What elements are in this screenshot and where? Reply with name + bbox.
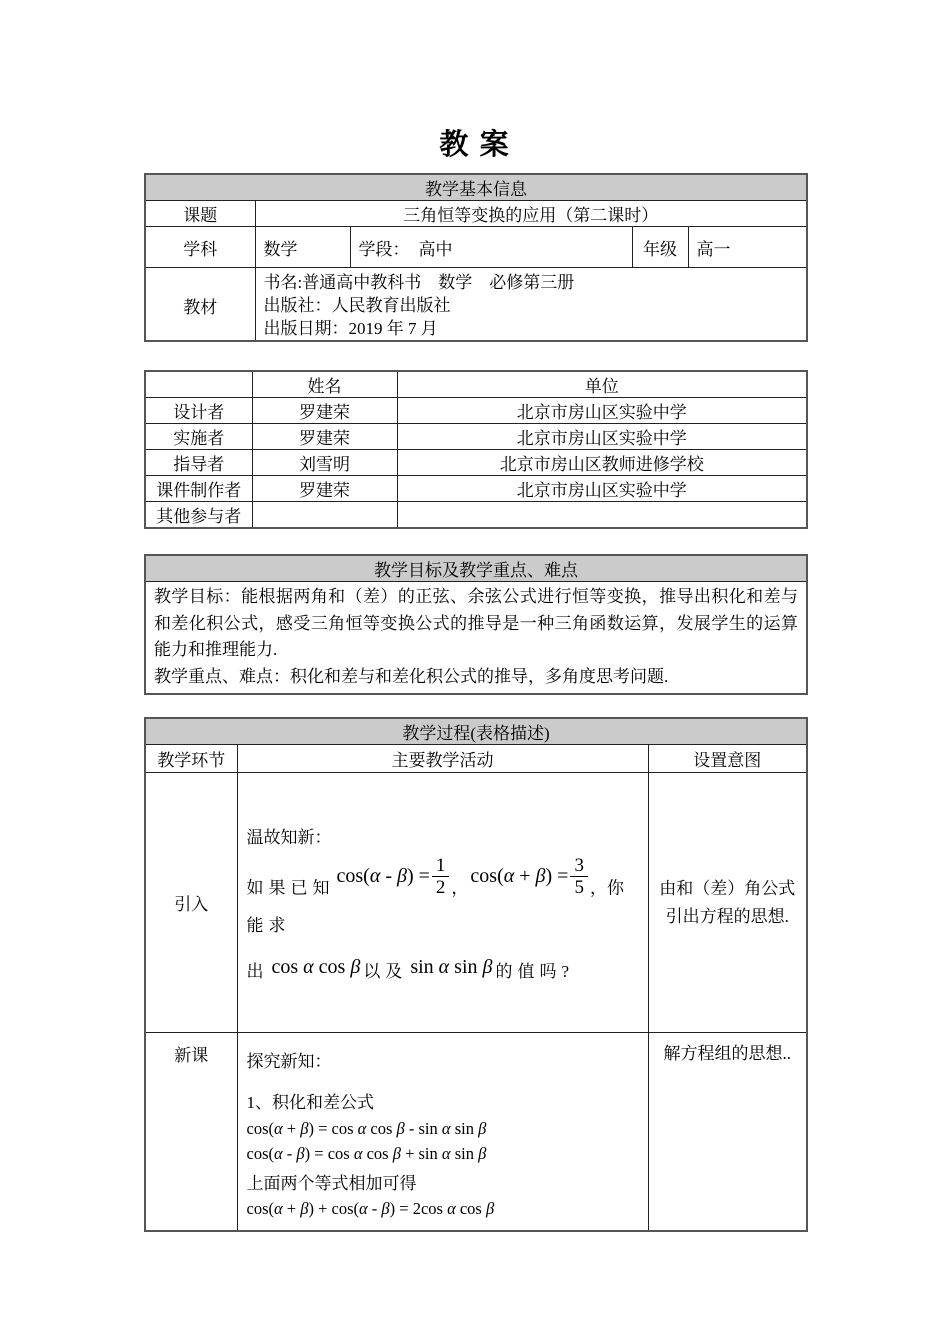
table-row xyxy=(145,476,807,502)
team-org: 北京市房山区实验中学 xyxy=(397,424,807,450)
equation-cos-diff: cos(α - β) = cos α cos β + sin α sin β xyxy=(246,1144,487,1163)
process-row-new xyxy=(145,1033,807,1231)
document-body xyxy=(144,0,806,1232)
formula-cos-sum xyxy=(470,855,588,898)
fraction-three-fifths xyxy=(570,855,588,898)
team-role: 实施者 xyxy=(145,424,252,450)
fraction-numerator: 3 xyxy=(570,855,588,877)
basic-info-header: 教学基本信息 xyxy=(145,174,807,201)
topic-row xyxy=(145,201,807,227)
process-col-intent: 设置意图 xyxy=(648,745,807,773)
team-name xyxy=(252,502,397,529)
team-name: 罗建荣 xyxy=(252,476,397,502)
objectives-table xyxy=(144,554,808,695)
team-org xyxy=(397,502,807,529)
table-row xyxy=(145,424,807,450)
fraction-one-half xyxy=(432,855,450,898)
team-org: 北京市房山区实验中学 xyxy=(397,476,807,502)
material-row xyxy=(145,268,807,342)
new-stage-label: 新课 xyxy=(145,1033,237,1231)
team-table xyxy=(144,370,808,529)
fraction-denominator: 5 xyxy=(574,877,584,898)
team-name: 罗建荣 xyxy=(252,424,397,450)
team-corner-cell xyxy=(145,371,252,398)
new-line1: 探究新知： xyxy=(246,1052,332,1071)
new-line3: 上面两个等式相加可得 xyxy=(246,1174,417,1193)
intro-line3 xyxy=(247,956,648,982)
fraction-numerator: 1 xyxy=(432,855,450,877)
team-name: 罗建荣 xyxy=(252,398,397,424)
team-role: 设计者 xyxy=(145,398,252,424)
objectives-body xyxy=(145,582,807,695)
intro-intent: 由和（差）角公式引出方程的思想. xyxy=(648,773,807,1033)
objectives-header: 教学目标及教学重点、难点 xyxy=(145,555,807,582)
material-value xyxy=(255,268,807,342)
material-label: 教材 xyxy=(145,268,255,342)
team-org: 北京市房山区教师进修学校 xyxy=(397,450,807,476)
grade-label: 年级 xyxy=(632,227,688,268)
math-cos-product: cos α cos β xyxy=(271,956,361,978)
subject-label: 学科 xyxy=(145,227,255,268)
team-role: 其他参与者 xyxy=(145,502,252,529)
intro-activity-content xyxy=(238,773,648,1032)
subject-value: 数学 xyxy=(255,227,350,268)
new-intent: 解方程组的思想.. xyxy=(648,1033,807,1231)
intro-line1: 温故知新： xyxy=(246,828,332,847)
table-row xyxy=(145,398,807,424)
team-header-row xyxy=(145,371,807,398)
topic-value: 三角恒等变换的应用（第二课时） xyxy=(255,201,807,227)
team-role: 指导者 xyxy=(145,450,252,476)
intro-line2 xyxy=(246,855,648,936)
intro-out-prefix: 出 xyxy=(246,962,269,981)
objectives-goal-text: 教学目标：能根据两角和（差）的正弦、余弦公式进行恒等变换，推导出积化和差与和差化积公式，感受三角恒等变换公式的推导是一种三角函数运算，发展学生的运算能力和推理能力. xyxy=(154,587,798,659)
process-column-header-row xyxy=(145,745,807,773)
new-activity-cell xyxy=(237,1033,648,1231)
fraction-denominator: 2 xyxy=(435,877,446,898)
intro-activity-cell xyxy=(237,773,648,1033)
formula-cos-diff xyxy=(337,855,450,898)
comma: ， xyxy=(589,878,607,898)
process-col-activity: 主要教学活动 xyxy=(237,745,648,773)
team-col-name: 姓名 xyxy=(252,371,397,398)
comma: ， xyxy=(451,878,469,898)
table-row xyxy=(145,502,807,529)
page-title: 教 案 xyxy=(439,129,511,161)
stage-cell xyxy=(350,227,632,268)
process-col-stage: 教学环节 xyxy=(145,745,237,773)
team-role: 课件制作者 xyxy=(145,476,252,502)
team-name: 刘雪明 xyxy=(252,450,397,476)
new-line2: 1、积化和差公式 xyxy=(246,1093,374,1112)
formula-cos-diff-lhs: cos(α - β) = xyxy=(336,865,430,887)
stage-label: 学段： xyxy=(358,239,410,259)
intro-known-prefix: 如果已知 xyxy=(246,878,335,898)
process-header: 教学过程(表格描述) xyxy=(145,718,807,745)
basic-info-table xyxy=(144,173,808,342)
equation-cos-sum: cos(α + β) = cos α cos β - sin α sin β xyxy=(246,1119,487,1138)
team-col-org: 单位 xyxy=(397,371,807,398)
objectives-key-text: 教学重点、难点：积化和差与和差化积公式的推导，多角度思考问题. xyxy=(154,666,669,686)
process-table xyxy=(144,717,808,1232)
topic-label: 课题 xyxy=(145,201,255,227)
stage-value: 高中 xyxy=(418,239,453,259)
table-row xyxy=(145,450,807,476)
math-sin-product: sin α sin β xyxy=(410,956,493,978)
new-activity-content xyxy=(238,1033,648,1221)
intro-stage-label: 引入 xyxy=(145,773,237,1033)
intro-known-suffix: 你能求 xyxy=(246,878,629,935)
team-org: 北京市房山区实验中学 xyxy=(397,398,807,424)
process-row-intro xyxy=(145,773,807,1033)
subject-row xyxy=(145,227,807,268)
material-pub-date: 出版日期：2019 年 7 月 xyxy=(263,319,438,338)
equation-sum-result: cos(α + β) + cos(α - β) = 2cos α cos β xyxy=(246,1199,495,1218)
intro-mid: 以及 xyxy=(363,962,408,981)
intro-out-suffix: 的值吗? xyxy=(495,962,575,981)
material-publisher: 出版社：人民教育出版社 xyxy=(263,296,451,315)
grade-value: 高一 xyxy=(688,227,807,268)
material-book-name: 书名:普通高中教科书 数学 必修第三册 xyxy=(263,273,575,292)
formula-cos-sum-lhs: cos(α + β) = xyxy=(470,865,569,887)
